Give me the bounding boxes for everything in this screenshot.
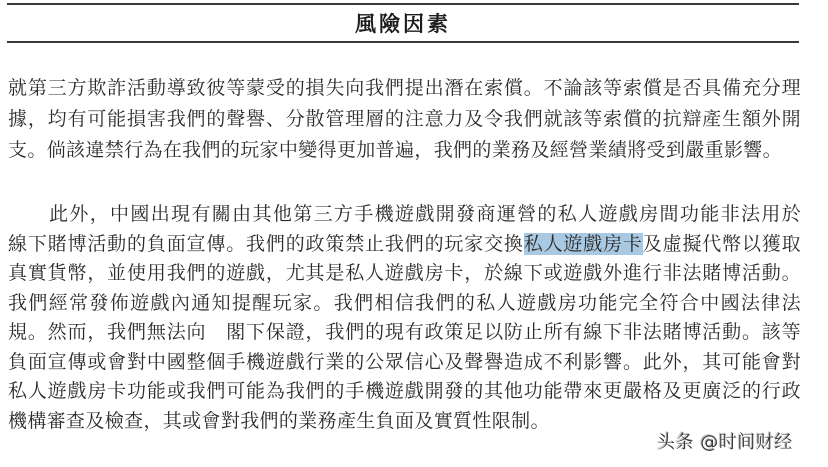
selected-text[interactable]: 私人遊戲房卡 bbox=[523, 232, 643, 255]
text-line: 就第三方欺詐活動導致彼等蒙受的損失向我們提出潛在索償。不論該等索償是否具備充分理 bbox=[8, 77, 801, 99]
text-line-with-selection bbox=[8, 230, 801, 260]
paragraph-2 bbox=[8, 200, 801, 436]
text-line: 支。倘該違禁行為在我們的玩家中變得更加普遍，我們的業務及經營業績將受到嚴重影響。 bbox=[8, 139, 783, 161]
header-bottom-rule bbox=[7, 41, 799, 43]
text-line-content: 此外，中國出現有關由其他第三方手機遊戲開發商運營的私人遊戲房間功能非法用於 bbox=[48, 203, 801, 225]
text-line: 真實貨幣，並使用我們的遊戲，尤其是私人遊戲房卡，於線下或遊戲外進行非法賭博活動。 bbox=[8, 262, 801, 284]
header-top-rule bbox=[7, 3, 799, 5]
text-line: 負面宣傳或會對中國整個手機遊戲行業的公眾信心及聲譽造成不利影響。此外，其可能會對 bbox=[8, 350, 801, 373]
text-line-indented bbox=[8, 200, 801, 230]
section-title: 風險因素 bbox=[355, 11, 451, 36]
text-line-content: 線下賭博活動的負面宣傳。我們的政策禁止我們的玩家交換 bbox=[8, 232, 524, 255]
text-line: 私人遊戲房卡功能或我們可能為我們的手機遊戲開發的其他功能帶來更嚴格及更廣泛的行政 bbox=[8, 380, 801, 402]
text-line: 據，均有可能損害我們的聲譽、分散管理層的注意力及令我們就該等索償的抗辯產生額外開 bbox=[8, 108, 801, 130]
text-line: 我們經常發佈遊戲內通知提醒玩家。我們相信我們的私人遊戲房功能完全符合中國法律法 bbox=[8, 291, 801, 314]
source-watermark: 头条 @时间财经 bbox=[657, 432, 793, 453]
paragraph-1 bbox=[8, 73, 801, 166]
text-line: 機構審查及檢查，其或會對我們的業務產生負面及實質性限制。 bbox=[8, 409, 550, 432]
text-line: 規。然而，我們無法向 閣下保證，我們的現有政策足以防止所有線下非法賭博活動。該等 bbox=[8, 321, 801, 343]
text-line-content: 及虛擬代幣以獲取 bbox=[642, 232, 801, 255]
